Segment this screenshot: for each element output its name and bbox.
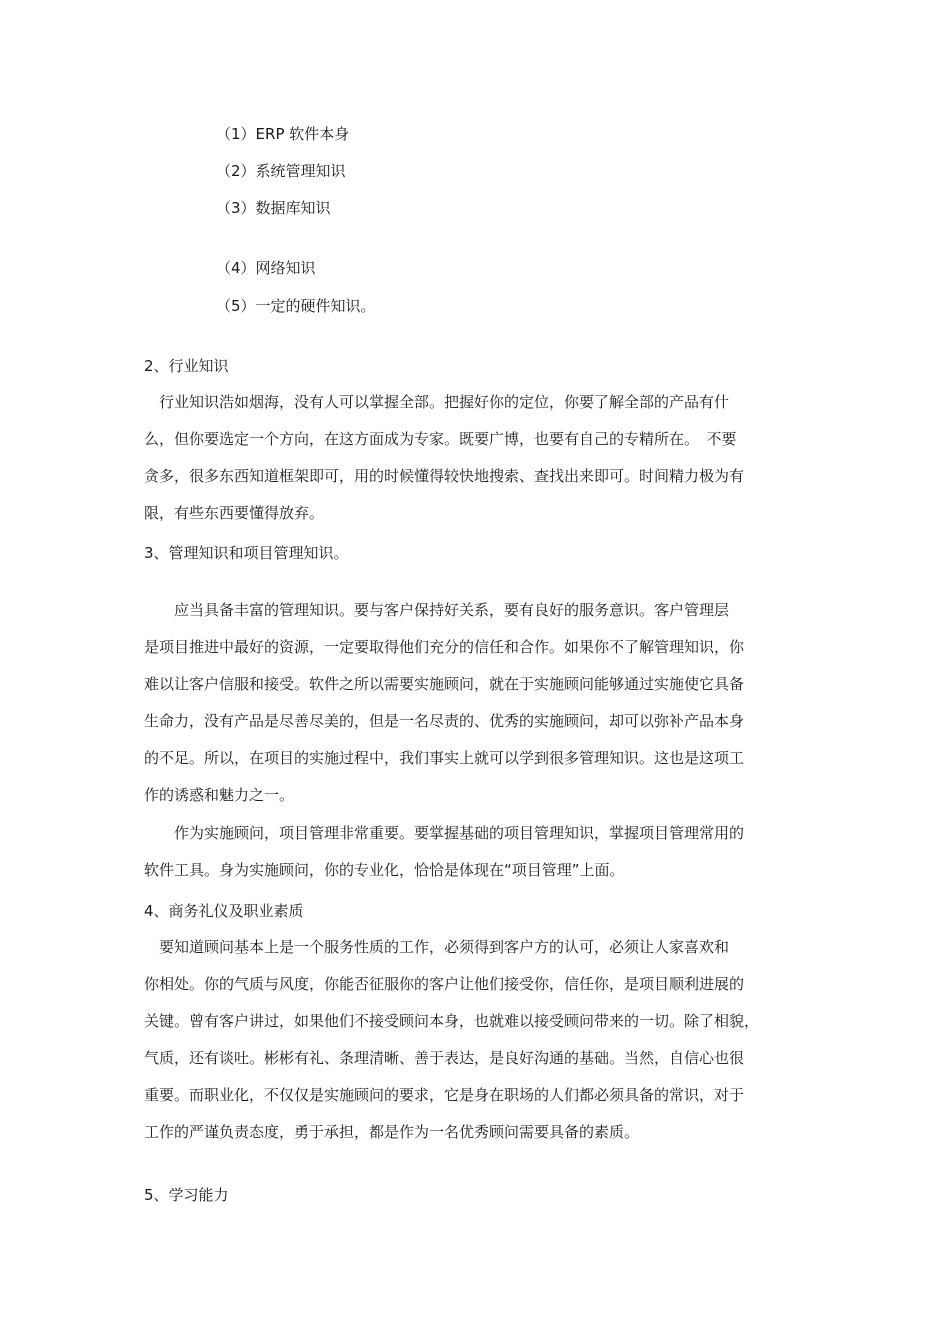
paragraph-line: 作为实施顾问，项目管理非常重要。要掌握基础的项目管理知识，掌握项目管理常用的: [144, 824, 745, 842]
section-heading: 2、行业知识: [144, 357, 229, 375]
list-item: （3）数据库知识: [216, 199, 331, 217]
paragraph-line: 么，但你要选定一个方向，在这方面成为专家。既要广博，也要有自己的专精所在。 不要: [144, 430, 737, 448]
paragraph-line: 贪多，很多东西知道框架即可，用的时候懂得较快地搜索、查找出来即可。时间精力极为有: [144, 467, 745, 485]
list-item: （5）一定的硬件知识。: [216, 297, 376, 315]
section-heading: 5、学习能力: [144, 1186, 229, 1204]
section-heading: 3、管理知识和项目管理知识。: [144, 544, 349, 562]
paragraph-line: 软件工具。身为实施顾问，你的专业化，恰恰是体现在“项目管理”上面。: [144, 861, 625, 879]
paragraph-line: 关键。曾有客户讲过，如果他们不接受顾问本身，也就难以接受顾问带来的一切。除了相貌，: [144, 1012, 760, 1030]
paragraph: [144, 592, 808, 814]
list-item: （1）ERP 软件本身: [216, 125, 350, 143]
paragraph-line: 生命力，没有产品是尽善尽美的，但是一名尽责的、优秀的实施顾问，却可以弥补产品本身: [144, 712, 745, 730]
paragraph-line: 你相处。你的气质与风度，你能否征服你的客户让他们接受你，信任你，是项目顺利进展的: [144, 975, 745, 993]
paragraph-line: 要知道顾问基本上是一个服务性质的工作，必须得到客户方的认可，必须让人家喜欢和: [144, 938, 730, 956]
list-item: （4）网络知识: [216, 259, 316, 277]
paragraph: [144, 384, 808, 532]
paragraph-line: 应当具备丰富的管理知识。要与客户保持好关系，要有良好的服务意识。客户管理层: [144, 601, 730, 619]
paragraph-line: 作的诱惑和魅力之一。: [144, 786, 295, 804]
paragraph-line: 限，有些东西要懂得放弃。: [144, 504, 325, 522]
paragraph-line: 工作的严谨负责态度，勇于承担，都是作为一名优秀顾问需要具备的素质。: [144, 1123, 640, 1141]
list-item: （2）系统管理知识: [216, 162, 346, 180]
paragraph: [144, 929, 808, 1151]
paragraph-line: 是项目推进中最好的资源，一定要取得他们充分的信任和合作。如果你不了解管理知识，你: [144, 638, 745, 656]
paragraph-line: 行业知识浩如烟海，没有人可以掌握全部。把握好你的定位，你要了解全部的产品有什: [144, 393, 730, 411]
paragraph: [144, 815, 808, 889]
paragraph-line: 重要。而职业化，不仅仅是实施顾问的要求，它是身在职场的人们都必须具备的常识，对于: [144, 1086, 745, 1104]
paragraph-line: 难以让客户信服和接受。软件之所以需要实施顾问，就在于实施顾问能够通过实施使它具备: [144, 675, 745, 693]
paragraph-line: 的不足。所以，在项目的实施过程中，我们事实上就可以学到很多管理知识。这也是这项工: [144, 749, 745, 767]
section-heading: 4、商务礼仪及职业素质: [144, 902, 304, 920]
paragraph-line: 气质，还有谈吐。彬彬有礼、条理清晰、善于表达，是良好沟通的基础。当然，自信心也很: [144, 1049, 745, 1067]
